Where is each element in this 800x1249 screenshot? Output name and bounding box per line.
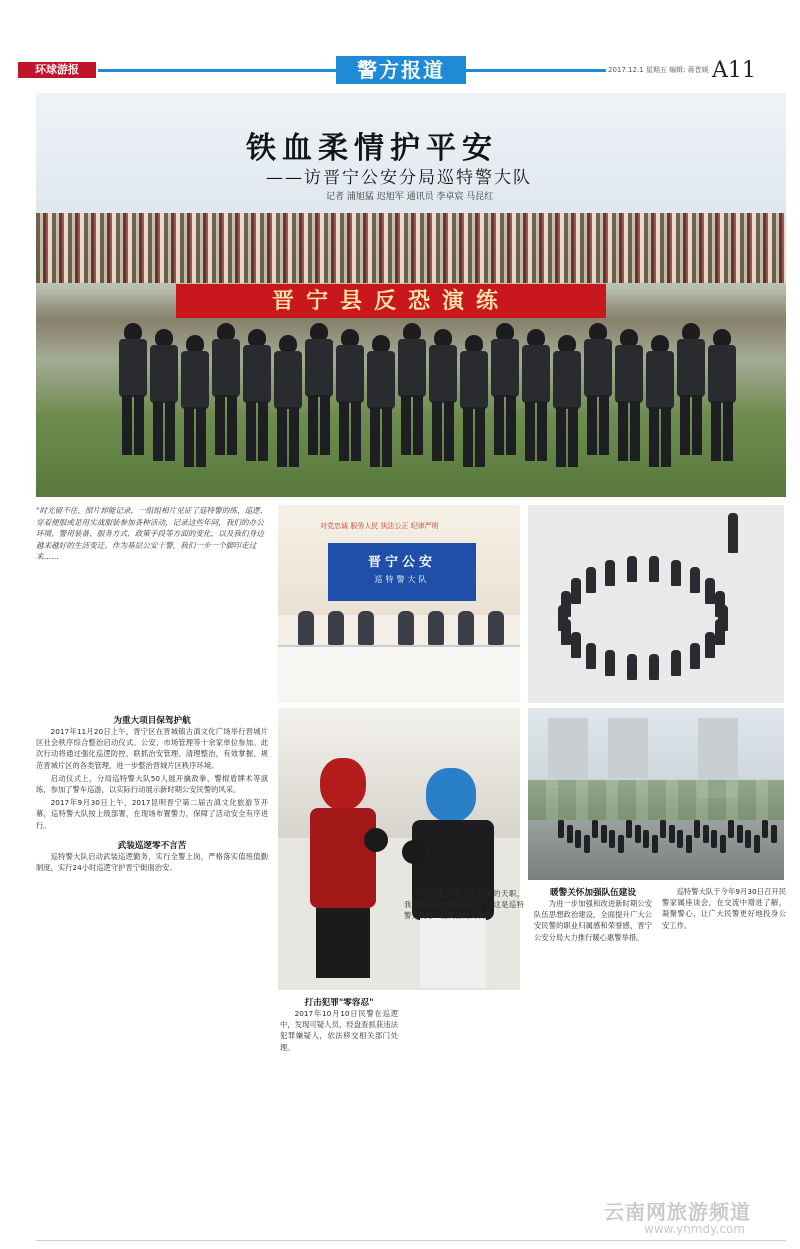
armor [646, 351, 674, 409]
patrol-officer [584, 835, 590, 853]
swat-officer [240, 329, 272, 469]
patrol-officer [609, 830, 615, 848]
armor [119, 339, 147, 397]
drill-commander [728, 513, 738, 553]
body-paragraph: 巡特警大队于今年9月30日召开民警家属座谈会，在交流中增进了解，凝聚警心，让广大民警更好地投身公安工作。 [662, 887, 786, 930]
drill-officer [690, 643, 700, 669]
legs [432, 401, 454, 461]
swat-officer [488, 323, 520, 463]
legs [370, 407, 392, 467]
patrol-officer [635, 825, 641, 843]
patrol-officer [626, 820, 632, 838]
armor [274, 351, 302, 409]
drill-officer [627, 556, 637, 582]
patrol-officer [652, 835, 658, 853]
patrol-officer [669, 825, 675, 843]
unit-sign-line2: 巡特警大队 [374, 575, 430, 584]
armor [491, 339, 519, 397]
patrol-officer [567, 825, 573, 843]
drill-officer [671, 650, 681, 676]
meeting-photo [278, 505, 520, 703]
building [548, 718, 588, 788]
drill-banner: 晋宁县反恐演练 [176, 284, 606, 318]
unit-sign-line1: 晋宁公安 [367, 555, 436, 570]
drill-officer [586, 567, 596, 593]
armor [677, 339, 705, 397]
patrol-officer [677, 830, 683, 848]
drill-officer [605, 560, 615, 586]
armor [212, 339, 240, 397]
attendee [328, 611, 344, 645]
boxer-red [308, 758, 378, 978]
boxing-training-photo [278, 708, 520, 990]
drill-officer [586, 643, 596, 669]
blue-headgear [426, 768, 476, 822]
red-legs [316, 908, 370, 978]
swat-officer [581, 323, 613, 463]
legs [277, 407, 299, 467]
armor [584, 339, 612, 397]
swat-officer [147, 329, 179, 469]
drill-officer [671, 560, 681, 586]
body-paragraph: 为进一步加强和改进新时期公安队伍思想政治建设，全面提升广大公安民警的职业归属感和荣誉感，晋宁公安分局大力推行暖心惠警举措。 [534, 899, 652, 942]
armor [522, 345, 550, 403]
body-paragraph: 启动仪式上，分局巡特警大队50人展开擒敌拳、警棍盾牌术等演练，参加了警车巡游，以实际行动展示新时期公安民警的风采。 [36, 773, 268, 795]
patrol-officer [643, 830, 649, 848]
attendee [458, 611, 474, 645]
crowd-stands [36, 213, 786, 283]
footer-rule [36, 1240, 786, 1241]
legs [680, 395, 702, 455]
attendee [488, 611, 504, 645]
meeting-slogan: 对党忠诚 服务人民 执法公正 纪律严明 [320, 522, 439, 530]
header-rule-right [466, 69, 606, 72]
patrol-officer [660, 820, 666, 838]
body-paragraph: 巡特警大队启动武装巡逻勤务，实行全警上岗，严格落实值班值勤制度，实行24小时巡逻守护晋宁街面治安。 [36, 851, 268, 873]
swat-officer [271, 335, 303, 475]
legs [494, 395, 516, 455]
section-heading: 为重大项目保驾护航 [113, 716, 191, 726]
drill-officer [605, 650, 615, 676]
armor [429, 345, 457, 403]
drill-officer [571, 632, 581, 658]
section-3-column [280, 996, 398, 1055]
patrol-officer [618, 835, 624, 853]
drill-officer [715, 619, 725, 645]
attendee [298, 611, 314, 645]
body-paragraph: "打击犯罪是公安机关的天职，我们要坚决做到零容忍"，这是巡特警大队每一位民警的共识。 [404, 889, 524, 921]
swat-officer [426, 329, 458, 469]
page-number: A11 [712, 58, 756, 83]
red-headgear [320, 758, 366, 810]
drill-officer [571, 578, 581, 604]
legs [401, 395, 423, 455]
section-heading: 打击犯罪"零容忍" [304, 998, 374, 1008]
patrol-officer [686, 835, 692, 853]
boxing-glove [402, 840, 426, 864]
unit-sign [328, 543, 476, 601]
swat-officer [674, 323, 706, 463]
legs [308, 395, 330, 455]
article-subtitle: ——访晋宁公安分局巡特警大队 [266, 168, 532, 188]
armor [243, 345, 271, 403]
armor [615, 345, 643, 403]
body-paragraph: 2017年11月20日上午，晋宁区在晋城镇古滇文化广场举行晋城片区社会秩序综合整治启动仪式。公安、市场管理等十余家单位参加。此次行动将通过强化巡逻防控、联抓治安管理、清理整治，有效掌握、规范晋城片区的各类管理，进一步整治晋城片区秩序环境。 [36, 727, 268, 770]
intro-paragraph: "时光留不住，照片却能记录，一组组相片见证了巡特警的练、巡逻、穿着便服或是用实战服装参加各种活动，记录这些年间，我们的办公环境、警用装备、服务方式、政策手段等方面的变化，以及我们身边越来越好的生活变迁。作为基层公安干警，我们一步一个脚印走过来…… [36, 506, 268, 562]
drill-officer [705, 632, 715, 658]
swat-officer [519, 329, 551, 469]
drill-officer [715, 591, 725, 617]
patrol-officer [754, 835, 760, 853]
legs [184, 407, 206, 467]
drill-officer [561, 591, 571, 617]
body-paragraph: 2017年10月10日民警在巡逻中，发现可疑人员，经盘查抓获违法犯罪嫌疑人，依法移交相关部门处理。 [280, 1009, 398, 1052]
patrol-officer [762, 820, 768, 838]
drill-officer [705, 578, 715, 604]
boxer-blue [408, 768, 498, 988]
armor [336, 345, 364, 403]
swat-officer [209, 323, 241, 463]
armor [305, 339, 333, 397]
patrol-officer [601, 825, 607, 843]
section-1-column [36, 714, 268, 875]
patrol-officer [592, 820, 598, 838]
swat-officer [364, 335, 396, 475]
issue-date: 2017.12.1 星期五 编辑: 蒋晋媛 [608, 66, 709, 74]
swat-officer [550, 335, 582, 475]
building [608, 718, 648, 778]
legs [649, 407, 671, 467]
section-heading: 暖警关怀加强队伍建设 [550, 888, 636, 898]
meeting-table [278, 645, 520, 703]
article-title: 铁血柔情护平安 [246, 131, 498, 166]
attendee [358, 611, 374, 645]
drill-officer [649, 556, 659, 582]
article-byline: 记者 浦旭猛 迟旭军 通讯员 李卓宸 马昆红 [326, 192, 494, 202]
patrol-officer [694, 820, 700, 838]
legs [153, 401, 175, 461]
red-armor [310, 808, 376, 908]
drill-officer [649, 654, 659, 680]
boxing-glove [364, 828, 388, 852]
armor [398, 339, 426, 397]
body-paragraph: 2017年9月30日上午，2017昆明晋宁第二届古滇文化旅游节开幕，巡特警大队按上级部署，在现场布置警力，保障了活动安全有序进行。 [36, 798, 268, 830]
patrol-officer [720, 835, 726, 853]
legs [463, 407, 485, 467]
patrol-officer [558, 820, 564, 838]
patrol-officer [745, 830, 751, 848]
section-title: 警方报道 [336, 56, 466, 84]
masthead-logo: 环球游报 [18, 62, 96, 78]
armor [367, 351, 395, 409]
circle-drill-photo [528, 505, 784, 703]
swat-officer [333, 329, 365, 469]
legs [215, 395, 237, 455]
patrol-officer [703, 825, 709, 843]
patrol-officer [575, 830, 581, 848]
armor [460, 351, 488, 409]
attendee [398, 611, 414, 645]
swat-officer [395, 323, 427, 463]
street-patrol-photo [528, 708, 784, 880]
drill-officer [627, 654, 637, 680]
swat-officer [643, 335, 675, 475]
section-heading: 武装巡逻零不言苦 [117, 840, 187, 851]
legs [618, 401, 640, 461]
header-rule-left [98, 69, 336, 72]
legs [339, 401, 361, 461]
section-4b-column [662, 886, 786, 933]
legs [525, 401, 547, 461]
swat-officer [302, 323, 334, 463]
patrol-officer [711, 830, 717, 848]
swat-officer [705, 329, 737, 469]
patrol-officer [771, 825, 777, 843]
attendee [428, 611, 444, 645]
swat-officer [612, 329, 644, 469]
legs [711, 401, 733, 461]
legs [587, 395, 609, 455]
hero-photo [36, 93, 786, 497]
swat-officer [457, 335, 489, 475]
patrol-officer [737, 825, 743, 843]
armor [181, 351, 209, 409]
section-4-column [534, 886, 652, 945]
tree-line [528, 780, 784, 820]
swat-officer [116, 323, 148, 463]
legs [246, 401, 268, 461]
white-trousers [420, 918, 486, 988]
drill-officer [690, 567, 700, 593]
patrol-officer [728, 820, 734, 838]
armor [553, 351, 581, 409]
legs [556, 407, 578, 467]
swat-officer [178, 335, 210, 475]
armor [708, 345, 736, 403]
section-3b-column [404, 888, 524, 924]
legs [122, 395, 144, 455]
site-watermark: 云南网旅游频道 [604, 1200, 751, 1224]
armor [150, 345, 178, 403]
site-watermark-url: www.ynmdy.com [644, 1222, 746, 1236]
